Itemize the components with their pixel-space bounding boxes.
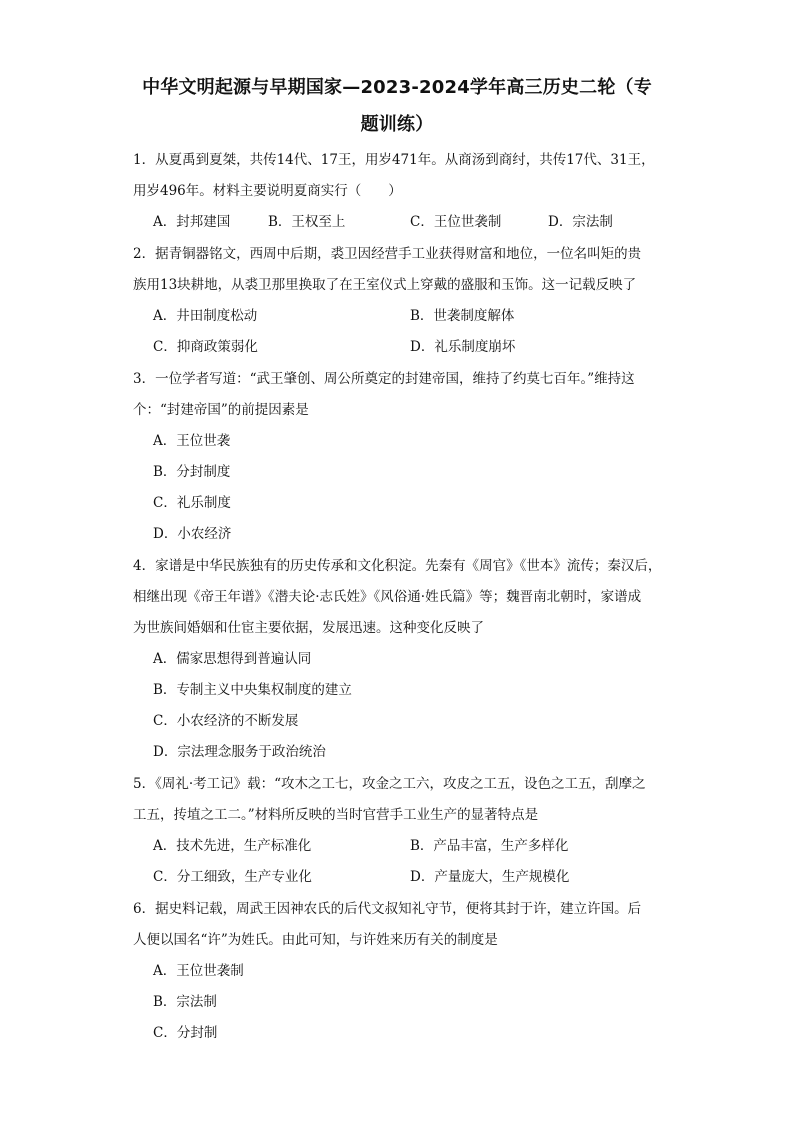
question-5-option-d[interactable]: D．产量庞大，生产规模化: [410, 869, 570, 885]
question-3-stem-line-1: 3．一位学者写道：“武王肇创、周公所奠定的封建帝国，维持了约莫七百年。”维持这: [133, 371, 635, 387]
question-4-stem-line-1: 4．家谱是中华民族独有的历史传承和文化积淀。先秦有《周官》《世本》流传；秦汉后，: [133, 558, 662, 574]
question-4-stem-line-2: 相继出现《帝王年谱》《潜夫论·志氏姓》《风俗通·姓氏篇》等；魏晋南北朝时，家谱成: [133, 589, 642, 605]
question-3-option-b[interactable]: B．分封制度: [153, 464, 231, 480]
question-3-option-c[interactable]: C．礼乐制度: [153, 495, 231, 511]
document-title-line-1: 中华文明起源与早期国家—2023-2024学年高三历史二轮（专: [142, 77, 652, 98]
question-2-option-c[interactable]: C．抑商政策弱化: [153, 339, 258, 355]
question-4-option-a[interactable]: A．儒家思想得到普遍认同: [153, 651, 312, 667]
question-1-option-b[interactable]: B．王权至上: [268, 214, 346, 230]
document-title-line-2: 题训练）: [360, 114, 434, 135]
question-3-option-d[interactable]: D．小农经济: [153, 526, 232, 542]
question-1-stem-line-2: 用岁496年。材料主要说明夏商实行（ ）: [133, 183, 402, 199]
question-2-option-b[interactable]: B．世袭制度解体: [410, 308, 515, 324]
question-1-option-a[interactable]: A．封邦建国: [153, 214, 231, 230]
question-3-stem-line-2: 个：“封建帝国”的前提因素是: [133, 402, 309, 418]
question-5-option-c[interactable]: C．分工细致，生产专业化: [153, 869, 312, 885]
question-2-stem-line-2: 族用13块耕地，从裘卫那里换取了在王室仪式上穿戴的盛服和玉饰。这一记载反映了: [133, 277, 637, 293]
question-1-stem-line-1: 1．从夏禹到夏桀，共传14代、17王，用岁471年。从商汤到商纣，共传17代、31王，: [133, 152, 655, 168]
question-4-stem-line-3: 为世族间婚姻和仕宦主要依据，发展迅速。这种变化反映了: [133, 620, 484, 636]
question-5-option-a[interactable]: A．技术先进，生产标准化: [153, 838, 312, 854]
question-2-option-a[interactable]: A．井田制度松动: [153, 308, 258, 324]
question-4-option-c[interactable]: C．小农经济的不断发展: [153, 713, 299, 729]
question-5-option-b[interactable]: B．产品丰富，生产多样化: [410, 838, 569, 854]
question-5-stem-line-1: 5．《周礼·考工记》载：“攻木之工七，攻金之工六，攻皮之工五，设色之工五，刮摩之: [133, 776, 646, 792]
question-6-option-a[interactable]: A．王位世袭制: [153, 963, 244, 979]
question-2-option-d[interactable]: D．礼乐制度崩坏: [410, 339, 516, 355]
question-2-stem-line-1: 2．据青铜器铭文，西周中后期，裘卫因经营手工业获得财富和地位，一位名叫矩的贵: [133, 246, 642, 262]
question-6-stem-line-2: 人便以国名“许”为姓氏。由此可知，与许姓来历有关的制度是: [133, 932, 498, 948]
question-1-option-c[interactable]: C．王位世袭制: [410, 214, 502, 230]
question-1-option-d[interactable]: D．宗法制: [548, 214, 613, 230]
question-4-option-b[interactable]: B．专制主义中央集权制度的建立: [153, 682, 352, 698]
question-3-option-a[interactable]: A．王位世袭: [153, 433, 231, 449]
question-4-option-d[interactable]: D．宗法理念服务于政治统治: [153, 744, 326, 760]
question-5-stem-line-2: 工五，抟埴之工二。”材料所反映的当时官营手工业生产的显著特点是: [133, 807, 539, 823]
question-6-option-b[interactable]: B．宗法制: [153, 994, 217, 1010]
question-6-option-c[interactable]: C．分封制: [153, 1025, 218, 1041]
question-6-stem-line-1: 6．据史料记载，周武王因神农氏的后代文叔知礼守节，便将其封于许，建立许国。后: [133, 901, 642, 917]
